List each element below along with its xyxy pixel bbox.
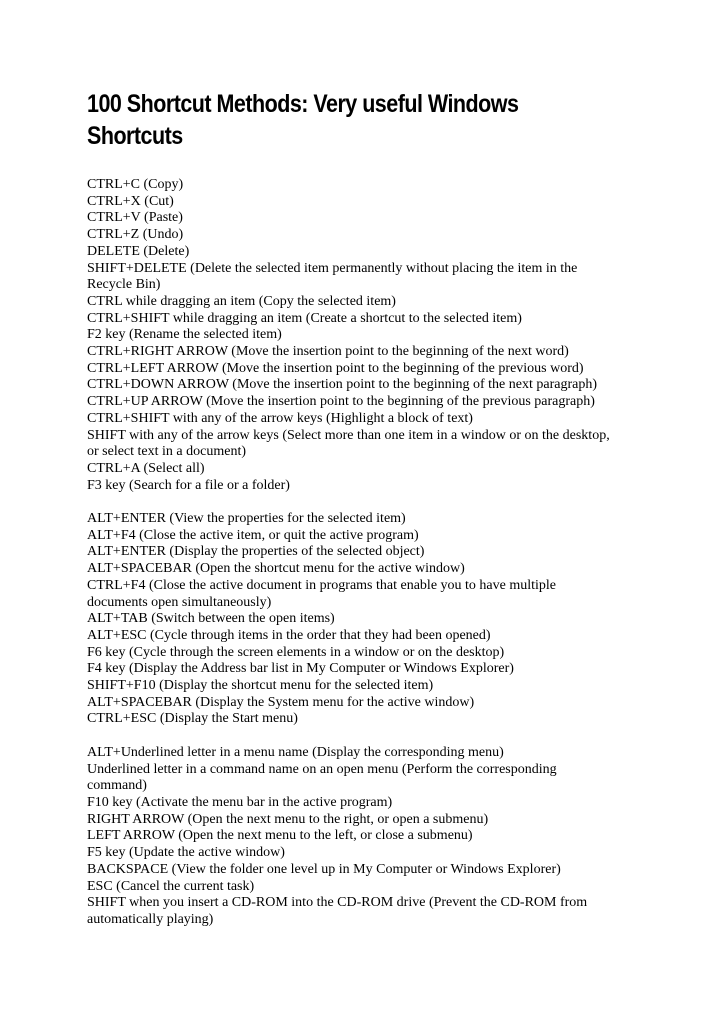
shortcut-section-menus	[87, 745, 687, 929]
shortcut-line: ALT+ENTER (Display the properties of the selected object)	[87, 544, 425, 560]
shortcut-line: F4 key (Display the Address bar list in My Computer or Windows Explorer)	[87, 661, 514, 677]
shortcut-line: F2 key (Rename the selected item)	[87, 327, 282, 343]
shortcut-line: F6 key (Cycle through the screen elements in a window or on the desktop)	[87, 644, 505, 660]
document-title	[87, 88, 569, 152]
shortcut-line: ALT+F4 (Close the active item, or quit the active program)	[87, 527, 419, 543]
shortcut-line: CTRL+LEFT ARROW (Move the insertion point to the beginning of the previous word)	[87, 360, 584, 376]
shortcut-line: command)	[87, 778, 147, 794]
shortcut-line: CTRL+V (Paste)	[87, 210, 183, 226]
shortcut-line: SHIFT with any of the arrow keys (Select more than one item in a window or on the desktop,	[87, 427, 610, 443]
shortcut-line: F10 key (Activate the menu bar in the active program)	[87, 794, 393, 810]
shortcut-section-basic	[87, 177, 687, 494]
shortcut-line: CTRL+X (Cut)	[87, 193, 174, 209]
shortcut-line: ALT+SPACEBAR (Display the System menu for the active window)	[87, 694, 475, 710]
shortcut-line: Underlined letter in a command name on an open menu (Perform the corresponding	[87, 761, 557, 777]
document-title-line-1: 100 Shortcut Methods: Very useful Windows	[87, 90, 519, 118]
shortcut-line: ALT+Underlined letter in a menu name (Display the corresponding menu)	[87, 744, 504, 760]
shortcut-line: SHIFT+DELETE (Delete the selected item permanently without placing the item in the	[87, 260, 578, 276]
shortcut-section-windows	[87, 511, 687, 728]
shortcut-line: F5 key (Update the active window)	[87, 845, 285, 861]
shortcut-line: CTRL+RIGHT ARROW (Move the insertion point to the beginning of the next word)	[87, 344, 569, 360]
shortcut-line: CTRL+A (Select all)	[87, 460, 205, 476]
document-page	[87, 88, 687, 929]
shortcut-line: ESC (Cancel the current task)	[87, 878, 255, 894]
shortcut-line: or select text in a document)	[87, 444, 246, 460]
shortcut-line: ALT+TAB (Switch between the open items)	[87, 611, 335, 627]
shortcut-line: F3 key (Search for a file or a folder)	[87, 477, 290, 493]
shortcut-line: RIGHT ARROW (Open the next menu to the right, or open a submenu)	[87, 811, 489, 827]
shortcut-line: CTRL+F4 (Close the active document in programs that enable you to have multiple	[87, 577, 557, 593]
shortcut-line: CTRL+SHIFT with any of the arrow keys (Highlight a block of text)	[87, 410, 473, 426]
shortcut-line: CTRL+C (Copy)	[87, 177, 184, 192]
shortcut-line: BACKSPACE (View the folder one level up in My Computer or Windows Explorer)	[87, 861, 561, 877]
document-title-line-2: Shortcuts	[87, 122, 183, 150]
shortcut-line: CTRL+SHIFT while dragging an item (Create a shortcut to the selected item)	[87, 310, 522, 326]
shortcut-line: documents open simultaneously)	[87, 594, 272, 610]
shortcut-line: CTRL+UP ARROW (Move the insertion point to the beginning of the previous paragraph)	[87, 394, 595, 410]
shortcut-line: ALT+ESC (Cycle through items in the order that they had been opened)	[87, 627, 491, 643]
shortcut-line: DELETE (Delete)	[87, 243, 190, 259]
shortcut-line: ALT+ENTER (View the properties for the selected item)	[87, 511, 406, 527]
shortcut-line: CTRL+DOWN ARROW (Move the insertion point to the beginning of the next paragraph)	[87, 377, 597, 393]
shortcut-line: LEFT ARROW (Open the next menu to the left, or close a submenu)	[87, 828, 473, 844]
shortcut-line: CTRL+ESC (Display the Start menu)	[87, 711, 298, 727]
shortcut-line: CTRL while dragging an item (Copy the selected item)	[87, 293, 396, 309]
shortcut-line: SHIFT+F10 (Display the shortcut menu for the selected item)	[87, 678, 434, 694]
shortcut-line: CTRL+Z (Undo)	[87, 227, 184, 243]
shortcut-line: Recycle Bin)	[87, 277, 161, 293]
shortcut-line: SHIFT when you insert a CD-ROM into the CD-ROM drive (Prevent the CD-ROM from	[87, 895, 588, 911]
shortcut-line: automatically playing)	[87, 911, 214, 927]
shortcut-line: ALT+SPACEBAR (Open the shortcut menu for the active window)	[87, 561, 465, 577]
